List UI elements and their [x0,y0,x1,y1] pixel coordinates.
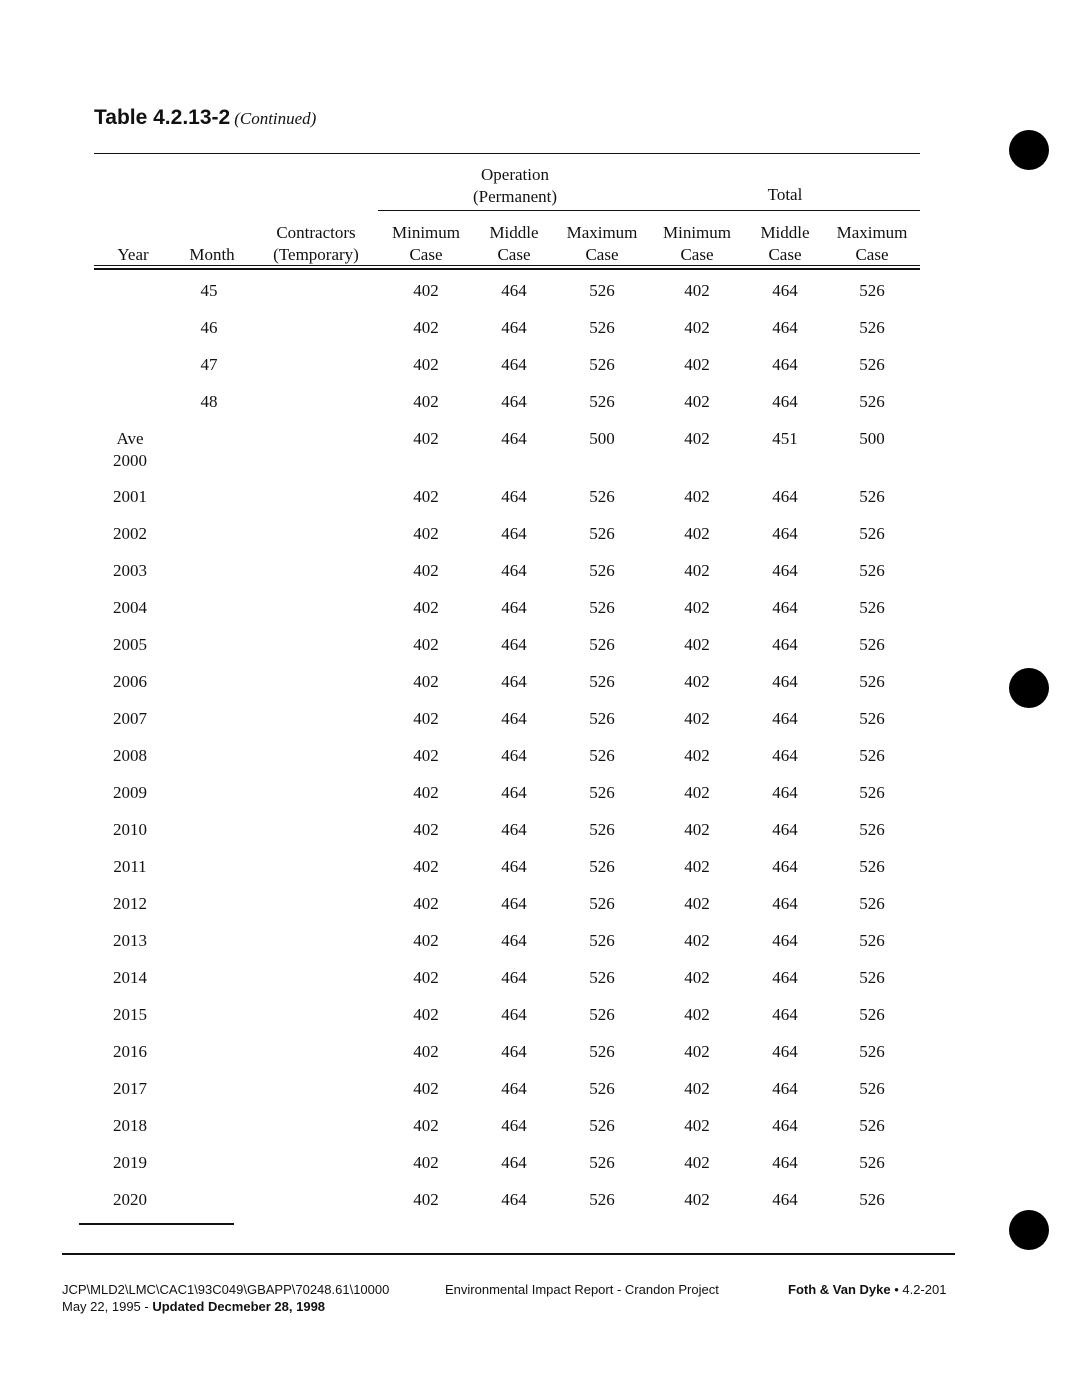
cell-year [95,930,165,952]
footer-right [788,1281,946,1298]
cell-year-text: 2009 [113,783,147,802]
cell-value: 464 [772,561,798,580]
footer-company: Foth & Van Dyke [788,1282,891,1297]
cell-value: 526 [859,392,885,411]
cell-value: 526 [589,746,615,765]
footer-date [62,1298,389,1315]
table-title [94,106,316,130]
cell-value: 464 [501,429,527,448]
cell-value: 526 [859,1190,885,1209]
cell-value: 402 [684,635,710,654]
cell-value: 402 [684,598,710,617]
cell-year-text: 2020 [113,1190,147,1209]
cell-value: 526 [589,1005,615,1024]
header-min-line1: Minimum [662,223,731,242]
footer-page-number: • 4.2-201 [890,1282,947,1297]
cell-value: 526 [589,709,615,728]
table-end-rule [79,1223,234,1225]
cell-year-text: 2004 [113,598,147,617]
cell-value: 526 [859,709,885,728]
cell-year [95,1041,165,1063]
cell-year-text: 2008 [113,746,147,765]
cell-value: 526 [859,1116,885,1135]
header-rule-upper [94,265,920,266]
cell-year [95,671,165,693]
binder-hole-icon [1009,668,1049,708]
footer-updated: Updated Decmeber 28, 1998 [152,1299,326,1314]
cell-year [95,560,165,582]
cell-value: 402 [684,392,710,411]
cell-value: 464 [772,1005,798,1024]
cell-value: 402 [684,524,710,543]
cell-value: 526 [859,318,885,337]
cell-year [95,745,165,767]
cell-value: 402 [684,1153,710,1172]
cell-value: 402 [413,487,439,506]
cell-value: 464 [501,598,527,617]
cell-value: 526 [859,968,885,987]
cell-value: 402 [684,281,710,300]
header-year: Year [117,245,149,264]
cell-year [95,782,165,804]
cell-value: 464 [772,318,798,337]
cell-value: 464 [772,931,798,950]
cell-value: 402 [413,1153,439,1172]
header-operation-group [430,164,600,208]
cell-value: 526 [589,857,615,876]
cell-year [95,1152,165,1174]
cell-value: 402 [413,1116,439,1135]
cell-year-text-2: 2000 [113,451,147,470]
cell-value: 526 [859,931,885,950]
footer-date-original: May 22, 1995 - [62,1299,153,1314]
cell-value: 402 [684,355,710,374]
cell-value: 526 [589,783,615,802]
cell-value: 464 [501,672,527,691]
cell-value: 464 [772,355,798,374]
header-mid-line1: Middle [489,223,539,242]
cell-year-text: 2002 [113,524,147,543]
header-max-line2: Case [855,245,889,264]
header-max-line1: Maximum [566,223,638,242]
binder-hole-icon [1009,1210,1049,1250]
cell-value: 464 [501,392,527,411]
header-mid-case [740,222,830,266]
footer-left [62,1281,389,1315]
cell-value: 402 [684,968,710,987]
cell-value: 526 [589,281,615,300]
header-mid-case [469,222,559,266]
cell-value: 402 [413,857,439,876]
cell-value: 402 [684,1190,710,1209]
header-contractors-line1: Contractors [276,223,356,242]
cell-value: 402 [684,857,710,876]
header-total-group: Total [767,185,803,204]
cell-value: 402 [413,598,439,617]
cell-year [95,597,165,619]
header-max-line2: Case [585,245,619,264]
cell-value: 464 [501,318,527,337]
cell-value: 402 [413,1042,439,1061]
cell-month: 46 [200,318,218,337]
cell-year-text: 2011 [113,857,147,876]
cell-value: 526 [589,1042,615,1061]
header-month: Month [189,245,235,264]
cell-value: 402 [684,1005,710,1024]
cell-value: 402 [413,746,439,765]
cell-value: 402 [684,487,710,506]
cell-value: 526 [859,561,885,580]
cell-year-text: 2013 [113,931,147,950]
table-title-continued: (Continued) [234,109,317,128]
cell-value: 464 [772,487,798,506]
cell-value: 402 [684,709,710,728]
cell-year [95,967,165,989]
cell-value: 402 [413,635,439,654]
cell-value: 402 [413,1005,439,1024]
table-top-rule [94,153,920,154]
header-min-line2: Case [409,245,443,264]
cell-value: 402 [413,318,439,337]
cell-year-text: 2001 [113,487,147,506]
cell-value: 402 [684,1116,710,1135]
cell-value: 402 [684,783,710,802]
cell-value: 464 [772,1153,798,1172]
cell-value: 464 [772,635,798,654]
header-operation-line1: Operation [481,165,549,184]
cell-value: 526 [859,598,885,617]
cell-month: 47 [200,355,218,374]
cell-year-text: 2007 [113,709,147,728]
cell-value: 464 [772,820,798,839]
cell-value: 526 [859,1005,885,1024]
cell-value: 402 [413,894,439,913]
cell-year-text: 2006 [113,672,147,691]
cell-value: 464 [772,1116,798,1135]
cell-year [95,893,165,915]
cell-value: 402 [684,1042,710,1061]
cell-value: 526 [859,355,885,374]
cell-value: 464 [501,857,527,876]
cell-value: 464 [501,820,527,839]
cell-year [95,819,165,841]
cell-value: 500 [589,429,615,448]
cell-value: 402 [413,281,439,300]
cell-year-text: Ave [116,429,144,448]
header-contractors [260,222,372,266]
cell-year-text: 2019 [113,1153,147,1172]
cell-value: 402 [413,355,439,374]
cell-year [95,1189,165,1211]
cell-value: 464 [772,1079,798,1098]
cell-value: 402 [413,561,439,580]
cell-value: 464 [772,1190,798,1209]
cell-value: 464 [501,894,527,913]
cell-value: 526 [589,968,615,987]
cell-value: 464 [501,281,527,300]
cell-value: 402 [684,820,710,839]
cell-year [95,523,165,545]
binder-hole-icon [1009,130,1049,170]
cell-year-text: 2018 [113,1116,147,1135]
cell-value: 464 [501,1190,527,1209]
cell-value: 464 [772,392,798,411]
header-min-line2: Case [680,245,714,264]
footer-path: JCP\MLD2\LMC\CAC1\93C049\GBAPP\70248.61\10000 [62,1282,390,1297]
cell-value: 526 [859,746,885,765]
header-max-case [827,222,917,266]
group-header-rule [378,210,920,211]
cell-value: 402 [413,392,439,411]
cell-value: 526 [589,894,615,913]
header-max-case [557,222,647,266]
cell-year [95,634,165,656]
cell-value: 402 [684,672,710,691]
cell-value: 402 [684,931,710,950]
cell-value: 464 [501,487,527,506]
cell-value: 526 [589,672,615,691]
cell-value: 464 [501,783,527,802]
cell-value: 402 [413,429,439,448]
cell-value: 464 [501,746,527,765]
cell-value: 464 [501,635,527,654]
cell-value: 464 [501,355,527,374]
cell-value: 526 [589,598,615,617]
footer-rule [62,1253,955,1255]
cell-value: 526 [859,894,885,913]
header-mid-line2: Case [497,245,531,264]
cell-value: 526 [589,1116,615,1135]
header-max-line1: Maximum [836,223,908,242]
cell-value: 526 [859,672,885,691]
cell-year [95,1004,165,1026]
header-mid-line1: Middle [760,223,810,242]
cell-value: 526 [589,635,615,654]
cell-value: 464 [501,709,527,728]
cell-value: 464 [501,1079,527,1098]
cell-value: 526 [859,1079,885,1098]
cell-value: 402 [413,709,439,728]
cell-value: 464 [772,672,798,691]
cell-value: 464 [772,281,798,300]
cell-value: 526 [589,931,615,950]
cell-value: 464 [501,968,527,987]
cell-value: 402 [413,931,439,950]
cell-value: 526 [859,635,885,654]
cell-value: 464 [501,1042,527,1061]
header-min-case [381,222,471,266]
cell-value: 464 [501,1005,527,1024]
header-operation-line2: (Permanent) [472,187,558,206]
cell-value: 526 [589,318,615,337]
header-min-line1: Minimum [391,223,460,242]
cell-value: 526 [859,524,885,543]
cell-value: 464 [772,857,798,876]
cell-value: 526 [589,487,615,506]
cell-value: 526 [859,281,885,300]
header-mid-line2: Case [768,245,802,264]
cell-year [95,1078,165,1100]
cell-year [95,486,165,508]
cell-value: 526 [859,857,885,876]
cell-year [95,856,165,878]
cell-value: 464 [501,561,527,580]
cell-value: 402 [413,783,439,802]
cell-year-text: 2010 [113,820,147,839]
cell-value: 500 [859,429,885,448]
cell-year [95,428,165,472]
cell-year-text: 2015 [113,1005,147,1024]
table-title-label: Table 4.2.13-2 [94,106,231,129]
cell-value: 526 [589,561,615,580]
cell-year [95,1115,165,1137]
header-min-case [652,222,742,266]
cell-value: 402 [413,820,439,839]
cell-value: 402 [684,894,710,913]
cell-month: 48 [200,392,218,411]
cell-year-text: 2017 [113,1079,147,1098]
cell-value: 402 [413,1190,439,1209]
cell-value: 402 [684,1079,710,1098]
cell-month: 45 [200,281,218,300]
cell-value: 402 [413,672,439,691]
cell-value: 526 [859,820,885,839]
cell-value: 464 [772,746,798,765]
cell-value: 402 [413,524,439,543]
cell-year-text: 2005 [113,635,147,654]
cell-value: 402 [413,1079,439,1098]
cell-value: 402 [684,561,710,580]
header-rule-lower [94,268,920,270]
cell-year-text: 2014 [113,968,147,987]
cell-value: 464 [772,968,798,987]
cell-value: 464 [501,1153,527,1172]
cell-value: 402 [684,429,710,448]
cell-value: 464 [501,1116,527,1135]
cell-value: 451 [772,429,798,448]
cell-value: 526 [859,1153,885,1172]
cell-value: 526 [859,487,885,506]
cell-value: 464 [772,783,798,802]
cell-value: 526 [589,524,615,543]
cell-value: 464 [501,931,527,950]
cell-value: 464 [501,524,527,543]
cell-year-text: 2012 [113,894,147,913]
cell-year-text: 2003 [113,561,147,580]
cell-value: 402 [684,746,710,765]
cell-value: 526 [589,392,615,411]
cell-value: 526 [589,355,615,374]
cell-year-text: 2016 [113,1042,147,1061]
cell-value: 464 [772,709,798,728]
cell-value: 526 [859,783,885,802]
cell-value: 464 [772,598,798,617]
footer-center: Environmental Impact Report - Crandon Project [445,1282,719,1297]
cell-value: 526 [859,1042,885,1061]
cell-value: 402 [684,318,710,337]
cell-value: 526 [589,820,615,839]
cell-value: 526 [589,1190,615,1209]
cell-year [95,708,165,730]
cell-value: 402 [413,968,439,987]
cell-value: 464 [772,894,798,913]
cell-value: 526 [589,1153,615,1172]
cell-value: 526 [589,1079,615,1098]
cell-value: 464 [772,524,798,543]
cell-value: 464 [772,1042,798,1061]
header-contractors-line2: (Temporary) [273,245,359,264]
